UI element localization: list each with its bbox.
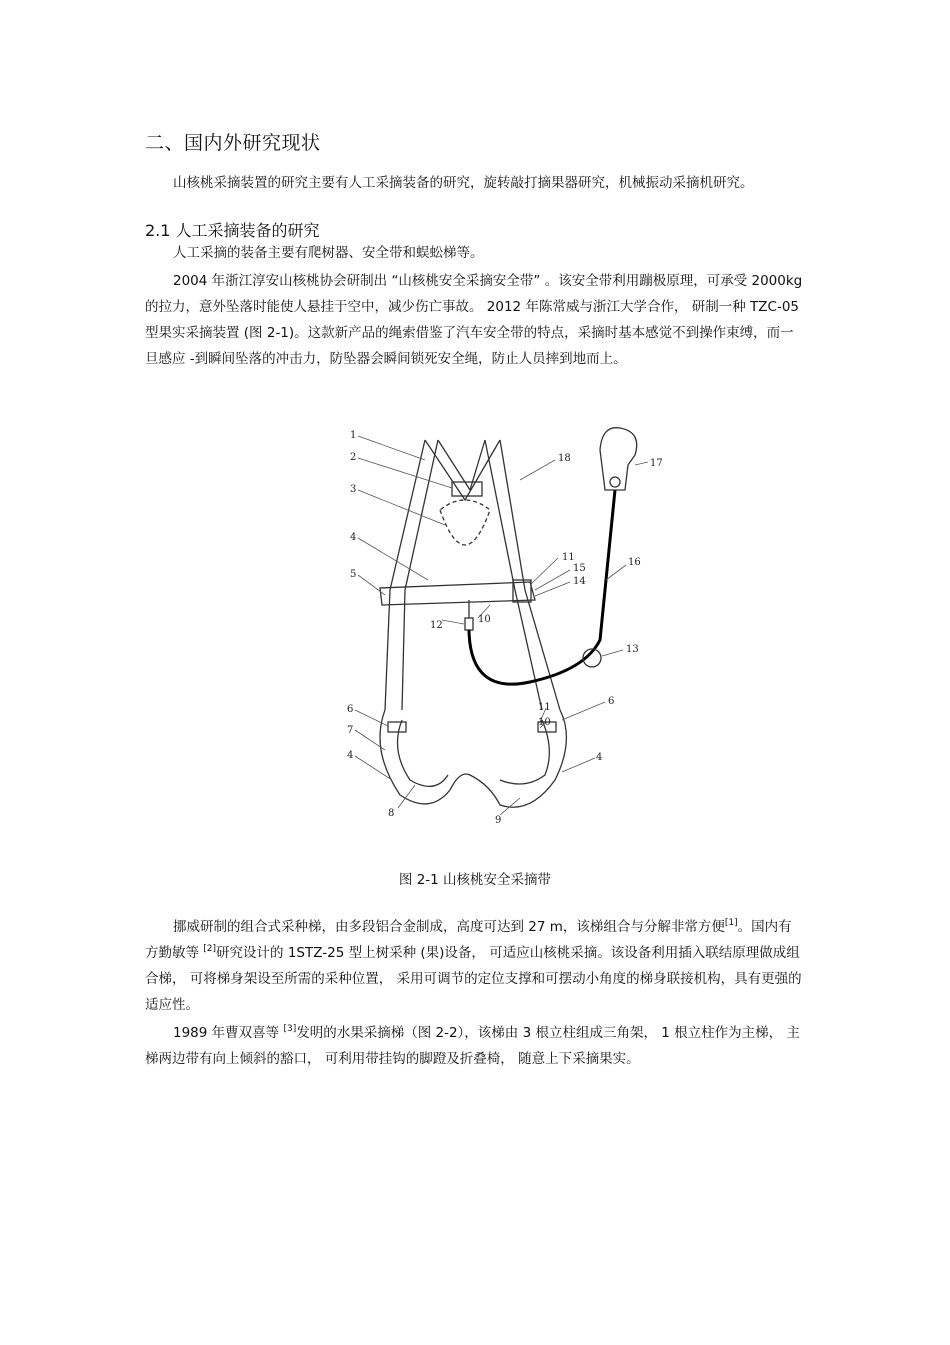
label-1: 1 <box>350 430 357 441</box>
citation-2[interactable]: [2] <box>203 944 217 954</box>
subsection-heading: 2.1 人工采摘装备的研究 <box>145 221 320 240</box>
intro-text: 山核桃采摘装置的研究主要有人工采摘装备的研究，旋转敲打摘果器研究，机械振动采摘机研究。 <box>173 175 754 191</box>
paragraph-4-part-a: 1989 年曹双喜等 <box>173 1025 284 1041</box>
label-6: 6 <box>347 704 354 715</box>
paragraph-3 <box>145 914 805 1018</box>
label-10b: 10 <box>538 717 551 728</box>
section-heading: 二、国内外研究现状 <box>145 132 321 154</box>
label-4b: 4 <box>347 750 354 761</box>
right-strap-outer <box>500 440 560 710</box>
label-16: 16 <box>628 557 641 568</box>
paragraph-2: 2004 年浙江淳安山核桃协会研制出 “山核桃安全采摘安全带” 。该安全带利用蹦极原理，可承受 2000kg 的拉力，意外坠落时能使人悬挂于空中，减少伤亡事故。 2012 年陈常威与浙江大学合作， 研制一种 TZC-05 型果实采摘装置 (图 2-1)。这款新产品的绳索借鉴了汽车安全带的特点，采摘时基本感觉不到操作束缚，而一旦感应 -到瞬间坠落的冲击力，防坠器会瞬间锁死安全绳，防止人员摔到地而上。 <box>145 273 803 367</box>
label-14: 14 <box>573 576 586 587</box>
paragraph-3-part-a: 挪威研制的组合式采种梯，由多段铝合金制成，高度可达到 27 m，该梯组合与分解非常方便 <box>173 919 725 935</box>
waist-belt <box>380 582 535 605</box>
intro-paragraph <box>145 170 805 196</box>
label-13: 13 <box>626 644 639 655</box>
label-7: 7 <box>347 725 354 736</box>
subsection-body <box>145 240 805 372</box>
citation-3[interactable]: [3] <box>283 1024 297 1034</box>
snap-hook <box>600 428 637 490</box>
paragraph-3-part-b: 。国内有方勤敏等 <box>145 919 792 961</box>
back-buckle <box>452 482 482 496</box>
label-18: 18 <box>558 453 571 464</box>
label-4c: 4 <box>596 752 603 763</box>
d-ring <box>465 618 473 630</box>
label-12: 12 <box>430 620 443 631</box>
lanyard <box>469 490 615 684</box>
label-17: 17 <box>650 458 663 469</box>
label-5: 5 <box>350 569 357 580</box>
citation-1[interactable]: [1] <box>724 918 738 928</box>
harness-figure <box>330 420 680 830</box>
after-figure-body <box>145 914 805 1072</box>
figure-callouts <box>355 436 648 815</box>
label-3: 3 <box>350 484 357 495</box>
label-6b: 6 <box>608 696 615 707</box>
figure-caption: 图 2-1 山核桃安全采摘带 <box>398 872 552 888</box>
right-strap-inner <box>485 440 542 710</box>
label-2: 2 <box>350 452 357 463</box>
label-11b: 11 <box>538 702 551 713</box>
label-15: 15 <box>573 563 586 574</box>
label-9: 9 <box>495 815 502 826</box>
paragraph-3-part-c: 研究设计的 1STZ-25 型上树采种 (果)设备， 可适应山核桃采摘。该设备利用插入联结原理做成组合梯， 可将梯身架设至所需的采种位置， 采用可调节的定位支撑和可摆动小角度的梯身联接机构，具有更强的适应性。 <box>145 945 802 1013</box>
label-8: 8 <box>388 808 395 819</box>
left-leg-buckle <box>388 722 406 732</box>
label-10: 10 <box>478 614 491 625</box>
paragraph-4 <box>145 1020 805 1072</box>
paragraph-4-part-b: 发明的水果采摘梯（图 2-2），该梯由 3 根立柱组成三角架， 1 根立柱作为主梯， 主梯两边带有向上倾斜的豁口， 可利用带挂钩的脚蹬及折叠椅， 随意上下采摘果实。 <box>145 1025 800 1067</box>
label-4: 4 <box>350 532 357 543</box>
label-11: 11 <box>562 552 575 563</box>
paragraph-1: 人工采摘的装备主要有爬树器、安全带和蜈蚣梯等。 <box>173 245 484 261</box>
harness-drawing <box>330 420 680 830</box>
